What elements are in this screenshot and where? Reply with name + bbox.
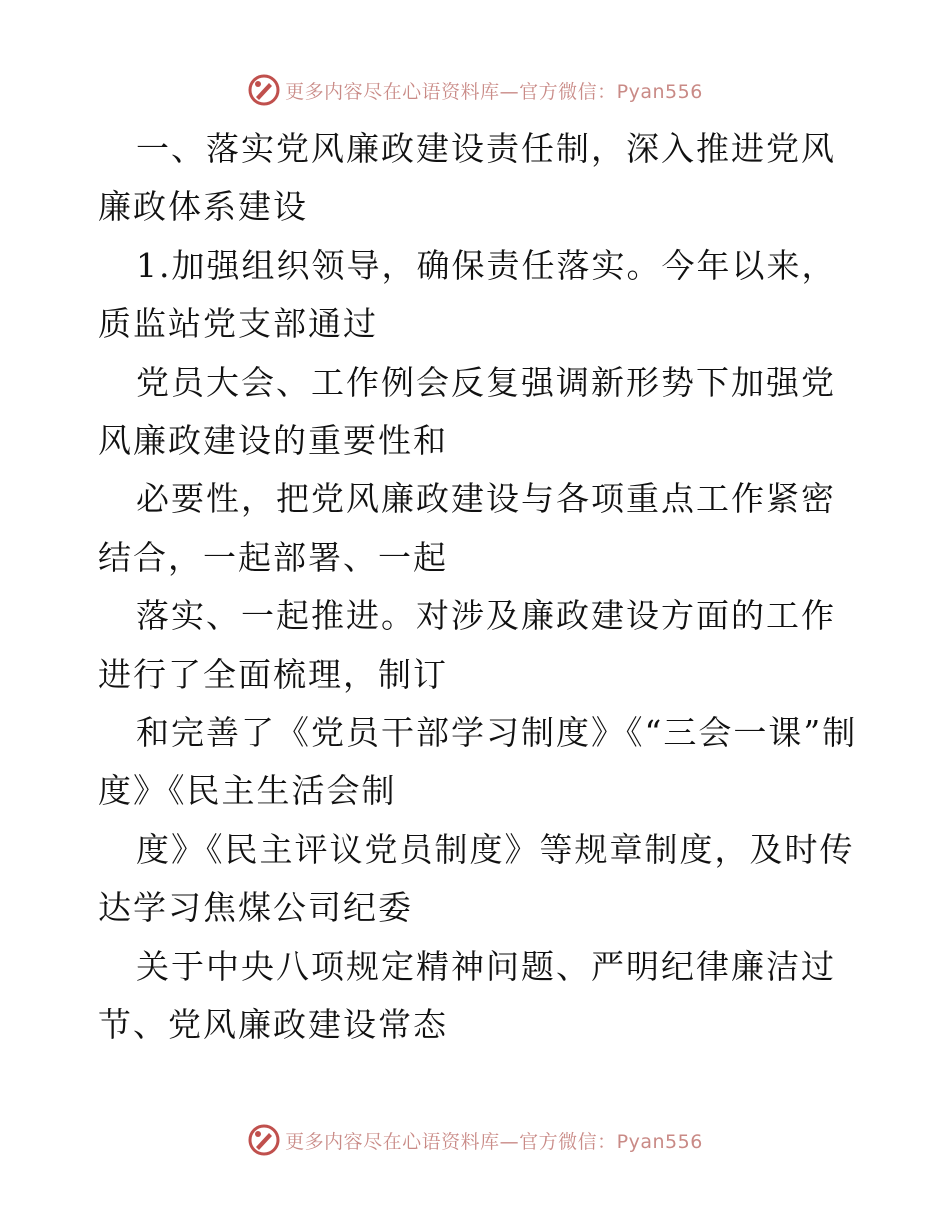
- seal-pen-icon: [247, 1123, 281, 1157]
- paragraph: 1.加强组织领导，确保责任落实。今年以来，质监站党支部通过: [98, 245, 837, 344]
- paragraph: 一、落实党风廉政建设责任制，深入推进党风廉政体系建设: [98, 129, 836, 227]
- paragraph: 关于中央八项规定精神问题、严明纪律廉洁过节、党风廉政建设常态: [98, 946, 836, 1045]
- document-body: [98, 120, 858, 1055]
- seal-pen-icon: [247, 73, 281, 107]
- paragraph: 必要性，把党风廉政建设与各项重点工作紧密结合，一起部署、一起: [98, 479, 836, 577]
- watermark-footer: [0, 1120, 950, 1160]
- paragraph: 度》《民主评议党员制度》等规章制度，及时传达学习焦煤公司纪委: [98, 829, 855, 928]
- paragraph: 落实、一起推进。对涉及廉政建设方面的工作进行了全面梳理，制订: [98, 596, 836, 694]
- watermark-header: [0, 70, 950, 110]
- paragraph: 和完善了《党员干部学习制度》《“三会一课”制度》《民主生活会制: [98, 713, 858, 811]
- paragraph: 党员大会、工作例会反复强调新形势下加强党风廉政建设的重要性和: [98, 362, 836, 461]
- watermark-text: 更多内容尽在心语资料库—官方微信：Pyan556: [285, 80, 703, 103]
- watermark-text: 更多内容尽在心语资料库—官方微信：Pyan556: [285, 1130, 703, 1153]
